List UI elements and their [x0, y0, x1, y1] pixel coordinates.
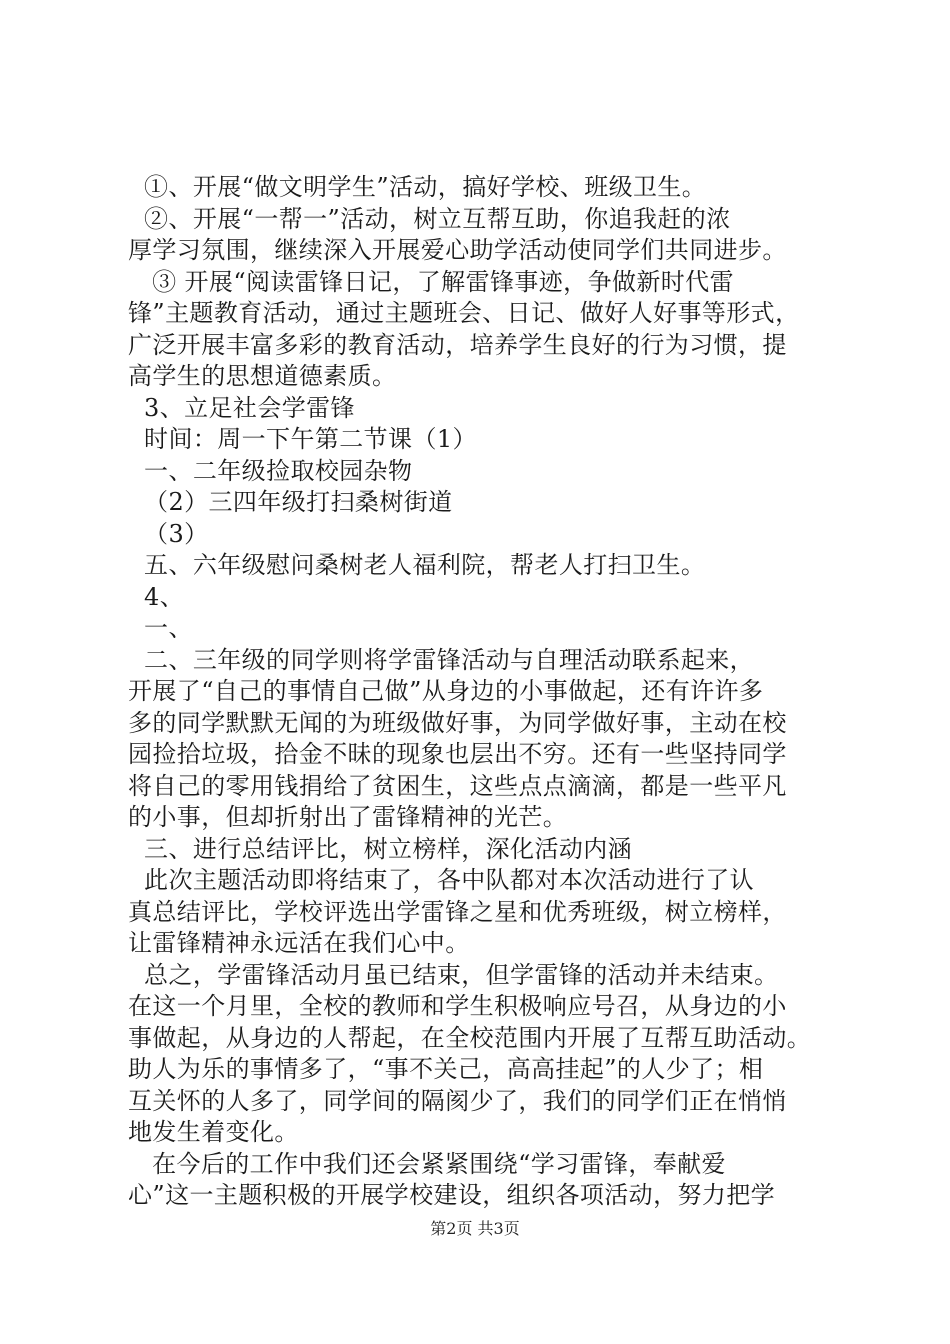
text-line: 助人为乐的事情多了，“事不关己，高高挂起”的人少了；相	[128, 1055, 764, 1083]
text-line: 五、六年级慰问桑树老人福利院，帮老人打扫卫生。	[128, 551, 706, 579]
text-line: 开展了“自己的事情自己做”从身边的小事做起，还有许许多	[128, 677, 764, 705]
text-line: 二、三年级的同学则将学雷锋活动与自理活动联系起来，	[128, 645, 755, 674]
text-line: 锋”主题教育活动，通过主题班会、日记、做好人好事等形式，	[128, 299, 800, 327]
text-line: 园捡拾垃圾，拾金不昧的现象也层出不穷。还有一些坚持同学	[128, 740, 787, 768]
text-line: 将自己的零用钱捐给了贫困生，这些点点滴滴，都是一些平凡	[128, 771, 787, 800]
text-line: 4、	[128, 582, 185, 611]
text-line: 的小事，但却折射出了雷锋精神的光芒。	[128, 803, 568, 831]
text-line: （3）	[128, 519, 209, 548]
text-line: 3、立足社会学雷锋	[128, 393, 355, 422]
text-line: ①、开展“做文明学生”活动，搞好学校、班级卫生。	[128, 173, 707, 201]
document-body	[128, 172, 858, 1212]
text-line: 让雷锋精神永远活在我们心中。	[128, 929, 470, 957]
text-line: 高学生的思想道德素质。	[128, 362, 397, 390]
text-line: 在今后的工作中我们还会紧紧围绕“学习雷锋，奉献爱	[128, 1149, 726, 1178]
text-line: ③ 开展“阅读雷锋日记，了解雷锋事迹，争做新时代雷	[128, 267, 734, 296]
text-line: 一、二年级捡取校园杂物	[128, 456, 413, 485]
text-line: 总之，学雷锋活动月虽已结束，但学雷锋的活动并未结束。	[128, 960, 779, 989]
text-line: 厚学习氛围，继续深入开展爱心助学活动使同学们共同进步。	[128, 236, 787, 264]
text-line: 时间：周一下午第二节课（1）	[128, 425, 477, 453]
text-line: 互关怀的人多了，同学间的隔阂少了，我们的同学们正在悄悄	[128, 1086, 787, 1115]
text-line: 地发生着变化。	[128, 1118, 299, 1146]
text-line: 在这一个月里，全校的教师和学生积极响应号召，从身边的小	[128, 992, 787, 1020]
text-line: 多的同学默默无闻的为班级做好事，为同学做好事，主动在校	[128, 708, 787, 737]
text-line: 真总结评比，学校评选出学雷锋之星和优秀班级，树立榜样，	[128, 897, 787, 926]
text-line: 事做起，从身边的人帮起，在全校范围内开展了互帮互助活动。	[128, 1023, 812, 1052]
text-line: 此次主题活动即将结束了，各中队都对本次活动进行了认	[128, 866, 755, 894]
text-line: 一、	[128, 614, 193, 642]
text-line: 三、进行总结评比，树立榜样，深化活动内涵	[128, 834, 633, 863]
text-line: 心”这一主题积极的开展学校建设，组织各项活动，努力把学	[128, 1181, 776, 1209]
text-line: （2）三四年级打扫桑树街道	[128, 488, 453, 516]
text-line: ②、开展“一帮一”活动，树立互帮互助，你追我赶的浓	[128, 204, 731, 233]
page-footer: 第2页 共3页	[430, 1219, 520, 1238]
text-line: 广泛开展丰富多彩的教育活动，培养学生良好的行为习惯，提	[128, 330, 787, 359]
